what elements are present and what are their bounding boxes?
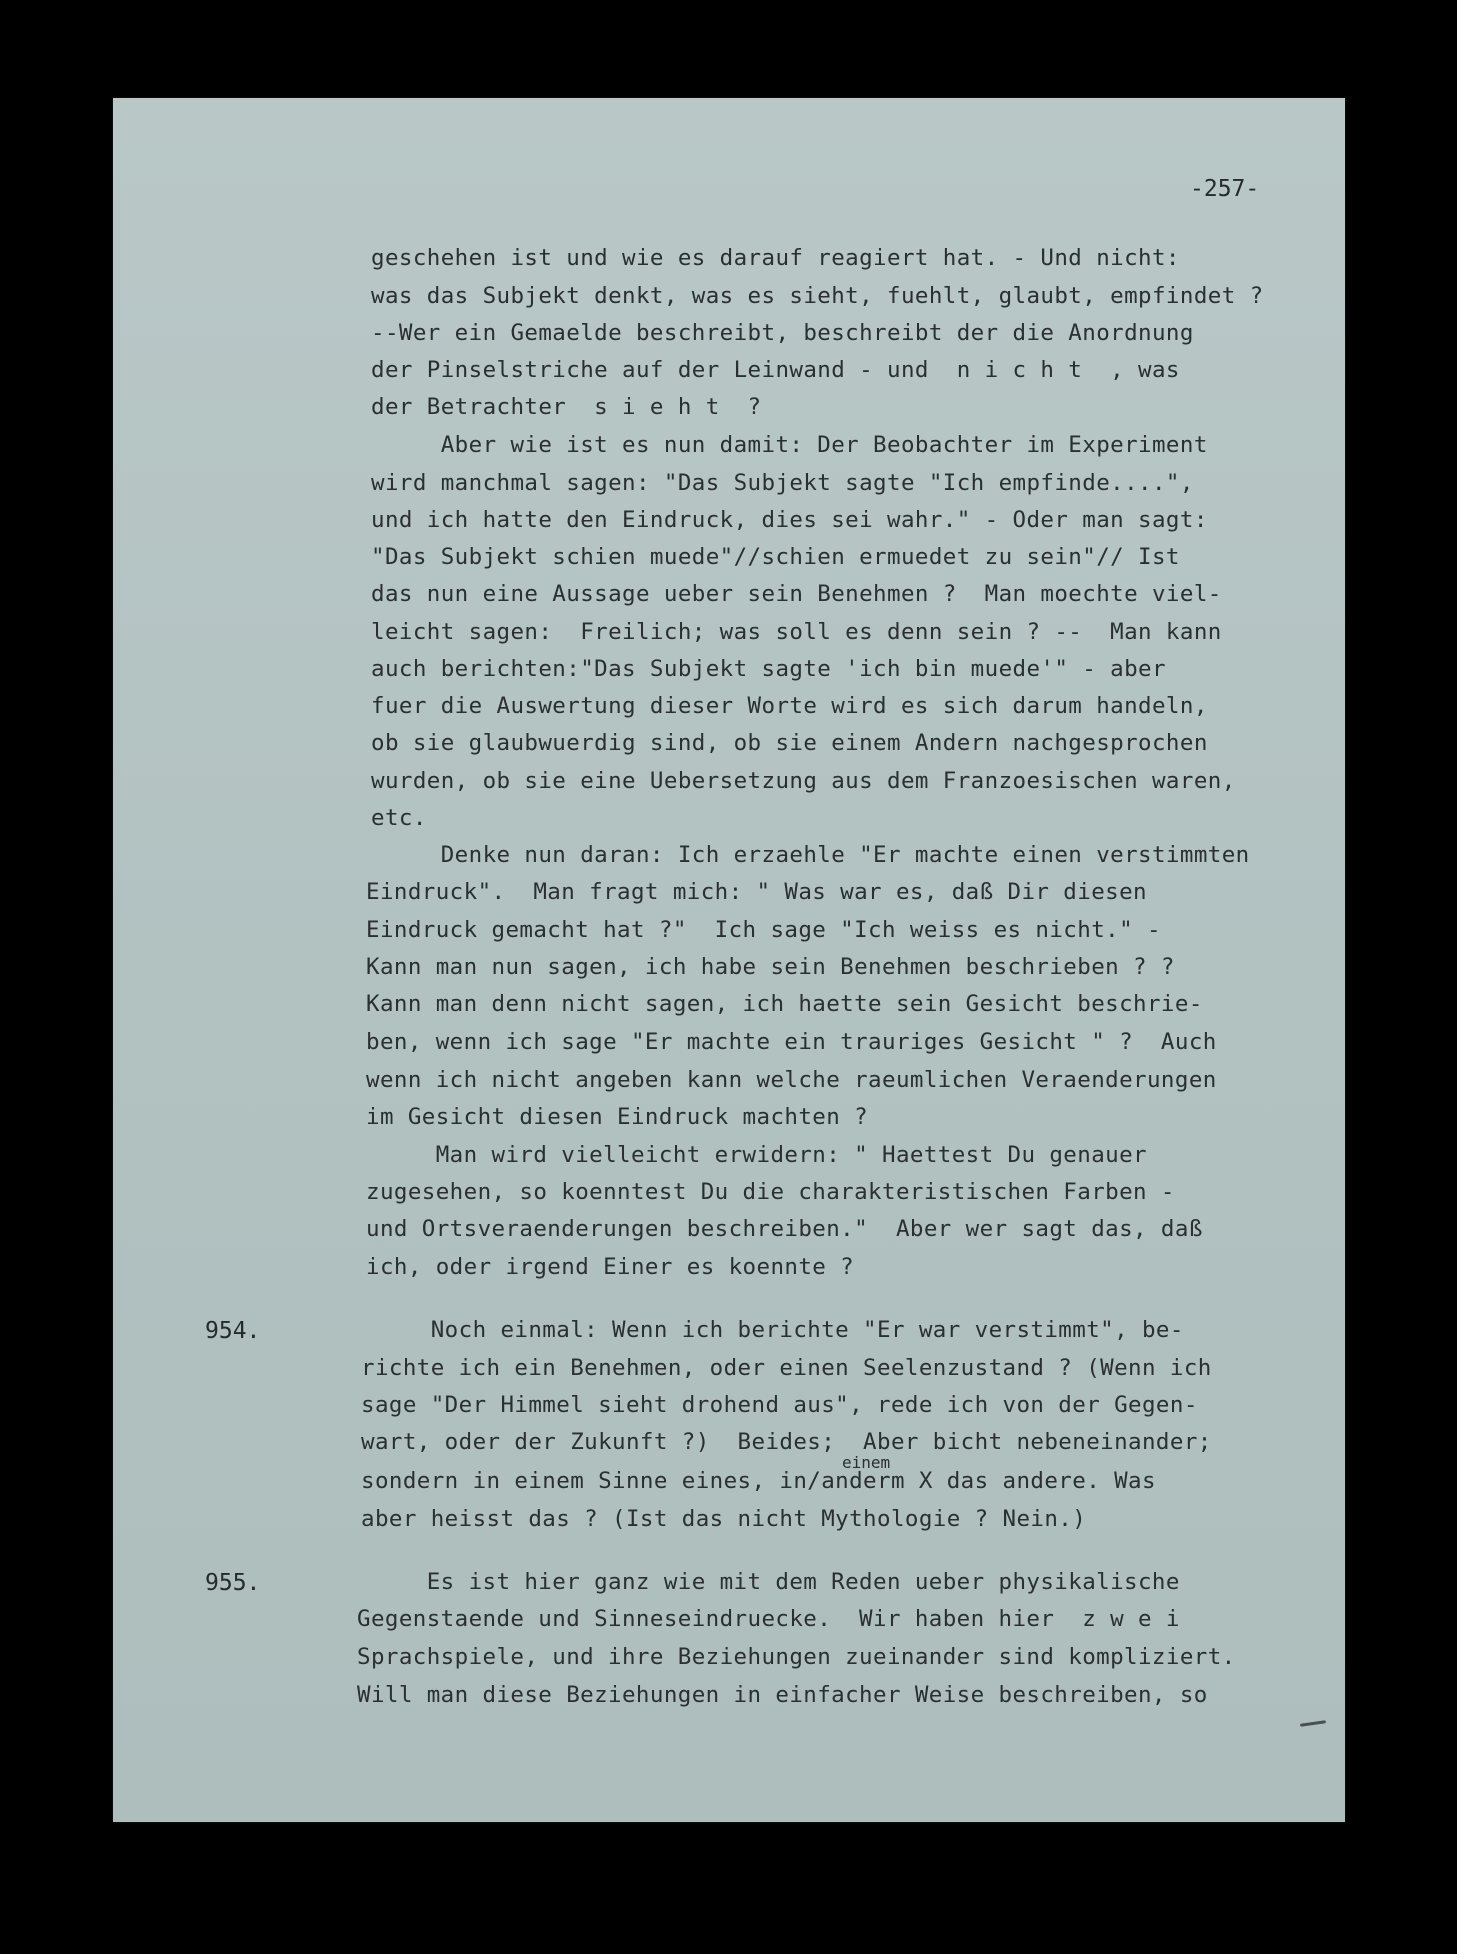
text-line: Gegenstaende und Sinneseindruecke. Wir haben hier z w e i bbox=[357, 1606, 1180, 1632]
text-line: wird manchmal sagen: "Das Subjekt sagte "Ich empfinde....", bbox=[371, 470, 1194, 496]
text-line: sage "Der Himmel sieht drohend aus", rede ich von der Gegen- bbox=[361, 1392, 1198, 1418]
text-line: etc. bbox=[371, 805, 427, 831]
text-line: Aber wie ist es nun damit: Der Beobachter im Experiment bbox=[371, 432, 1208, 458]
text-line: sondern in einem Sinne eines, in/anderm X das andere. Was bbox=[361, 1468, 1156, 1494]
text-line: der Betrachter s i e h t ? bbox=[371, 394, 762, 420]
text-line: der Pinselstriche auf der Leinwand - und n i c h t , was bbox=[371, 357, 1180, 383]
text-line: Sprachspiele, und ihre Beziehungen zueinander sind kompliziert. bbox=[357, 1644, 1236, 1670]
text-line: im Gesicht diesen Eindruck machten ? bbox=[366, 1104, 869, 1130]
text-line: Denke nun daran: Ich erzaehle "Er machte einen verstimmten bbox=[371, 842, 1250, 868]
text-line: das nun eine Aussage ueber sein Benehmen ? Man moechte viel- bbox=[371, 581, 1222, 607]
text-line: zugesehen, so koenntest Du die charakteristischen Farben - bbox=[366, 1179, 1175, 1205]
paragraph-number-954: 954. bbox=[205, 1318, 261, 1344]
text-line: auch berichten:"Das Subjekt sagte 'ich bin muede'" - aber bbox=[371, 656, 1166, 682]
text-line: Eindruck gemacht hat ?" Ich sage "Ich weiss es nicht." - bbox=[366, 917, 1161, 943]
text-line: Will man diese Beziehungen in einfacher Weise beschreiben, so bbox=[357, 1682, 1208, 1708]
text-line: Man wird vielleicht erwidern: " Haettest Du genauer bbox=[366, 1142, 1147, 1168]
text-line: leicht sagen: Freilich; was soll es denn sein ? -- Man kann bbox=[371, 619, 1222, 645]
text-line: Kann man denn nicht sagen, ich haette sein Gesicht beschrie- bbox=[366, 991, 1203, 1017]
text-line: ob sie glaubwuerdig sind, ob sie einem Andern nachgesprochen bbox=[371, 730, 1208, 756]
text-line: richte ich ein Benehmen, oder einen Seelenzustand ? (Wenn ich bbox=[361, 1355, 1212, 1381]
text-line: und Ortsveraenderungen beschreiben." Aber wer sagt das, daß bbox=[366, 1216, 1203, 1242]
text-line: wart, oder der Zukunft ?) Beides; Aber bicht nebeneinander; bbox=[361, 1429, 1212, 1455]
interlinear-insertion: einem bbox=[842, 1453, 891, 1472]
text-line: Es ist hier ganz wie mit dem Reden ueber physikalische bbox=[357, 1569, 1180, 1595]
paragraph-number-955: 955. bbox=[205, 1570, 261, 1596]
text-line: Noch einmal: Wenn ich berichte "Er war verstimmt", be- bbox=[361, 1317, 1184, 1343]
text-line: wurden, ob sie eine Uebersetzung aus dem Franzoesischen waren, bbox=[371, 768, 1236, 794]
text-line: geschehen ist und wie es darauf reagiert hat. - Und nicht: bbox=[371, 245, 1180, 271]
text-line: Eindruck". Man fragt mich: " Was war es, daß Dir diesen bbox=[366, 879, 1147, 905]
text-line: und ich hatte den Eindruck, dies sei wahr." - Oder man sagt: bbox=[371, 507, 1208, 533]
text-line: wenn ich nicht angeben kann welche raeumlichen Veraenderungen bbox=[366, 1067, 1217, 1093]
text-line: fuer die Auswertung dieser Worte wird es sich darum handeln, bbox=[371, 693, 1208, 719]
text-line: was das Subjekt denkt, was es sieht, fuehlt, glaubt, empfindet ? bbox=[371, 283, 1264, 309]
text-line: Kann man nun sagen, ich habe sein Benehmen beschrieben ? ? bbox=[366, 954, 1175, 980]
text-line: ich, oder irgend Einer es koennte ? bbox=[366, 1254, 855, 1280]
text-line: aber heisst das ? (Ist das nicht Mythologie ? Nein.) bbox=[361, 1506, 1087, 1532]
text-line: "Das Subjekt schien muede"//schien ermuedet zu sein"// Ist bbox=[371, 544, 1180, 570]
text-line: ben, wenn ich sage "Er machte ein trauriges Gesicht " ? Auch bbox=[366, 1029, 1217, 1055]
page-number: -257- bbox=[1190, 176, 1260, 202]
text-line: --Wer ein Gemaelde beschreibt, beschreibt der die Anordnung bbox=[371, 320, 1194, 346]
